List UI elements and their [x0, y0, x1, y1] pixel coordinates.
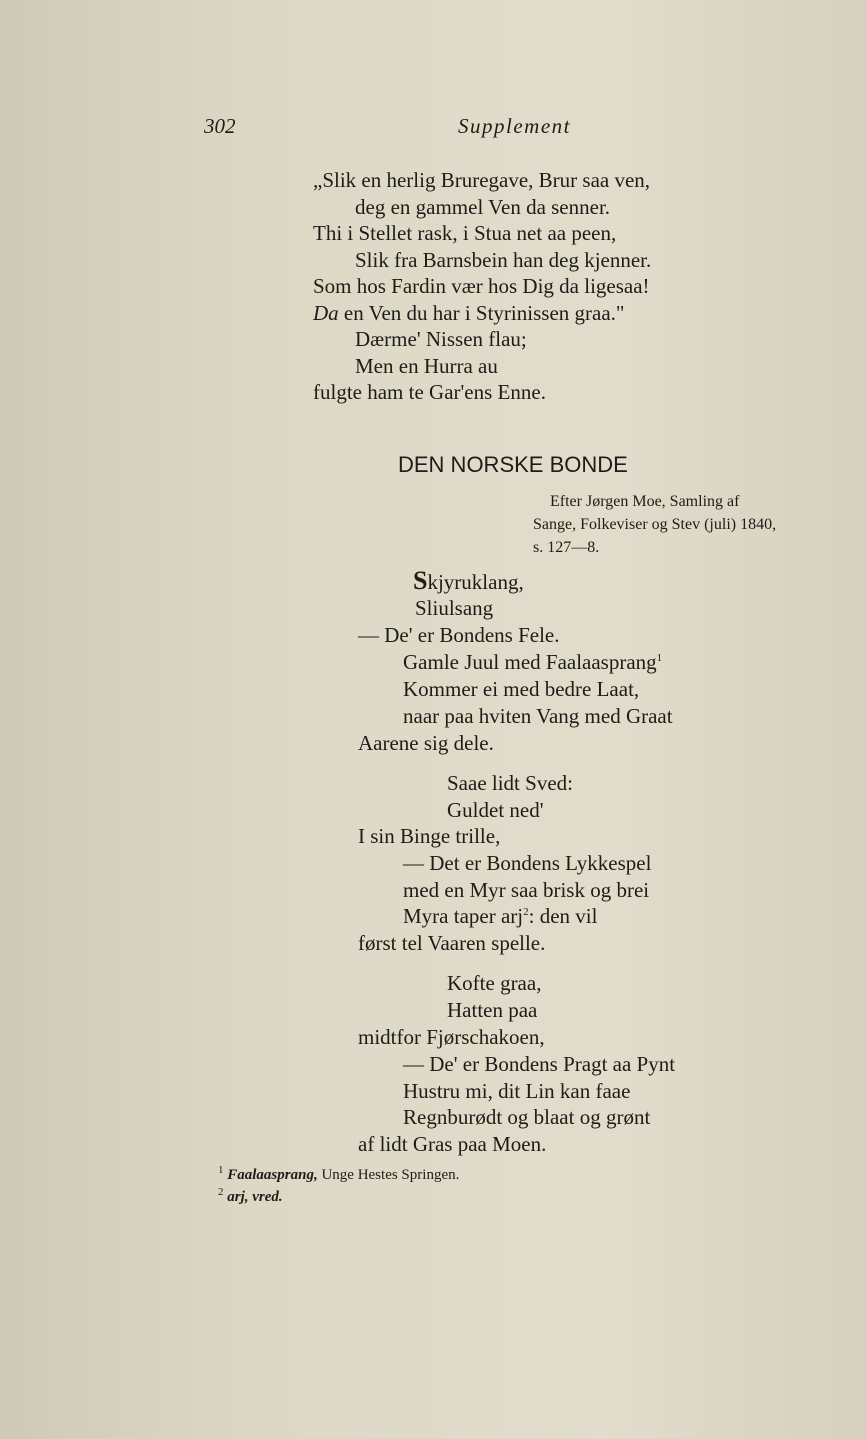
poem-line-text: Myra taper arj	[403, 904, 524, 928]
poem-line: Guldet ned'	[447, 798, 544, 822]
poem-line: fulgte ham te Gar'ens Enne.	[313, 380, 546, 404]
footnote-ref: 2	[523, 906, 529, 918]
source-note-line: Sange, Folkeviser og Stev (juli) 1840,	[533, 516, 777, 533]
footnote-text: Unge Hestes Springen.	[321, 1167, 460, 1183]
poem-line	[313, 303, 624, 324]
poem-line: midtfor Fjørschakoen,	[358, 1025, 545, 1049]
poem-line	[403, 652, 662, 673]
poem-line	[413, 568, 524, 594]
poem-line: af lidt Gras paa Moen.	[358, 1132, 547, 1156]
poem-line: — Det er Bondens Lykkespel	[403, 851, 652, 875]
poem-line-text: Gamle Juul med Faalaasprang	[403, 650, 657, 674]
source-note-line: s. 127—8.	[533, 539, 600, 556]
footnote-ref: 1	[656, 652, 663, 664]
footnote	[218, 1187, 283, 1205]
poem-line: Thi i Stellet rask, i Stua net aa peen,	[313, 221, 617, 245]
poem-line: Slik fra Barnsbein han deg kjenner.	[355, 248, 652, 272]
footnote-mark: 1	[218, 1164, 224, 1176]
poem-line: „Slik en herlig Bruregave, Brur saa ven,	[313, 168, 651, 192]
footnote	[218, 1165, 459, 1183]
poem-line: Saae lidt Sved:	[447, 771, 573, 795]
poem-line: Sliulsang	[415, 596, 494, 620]
footnote-term: arj, vred.	[227, 1189, 283, 1205]
poem-line: først tel Vaaren spelle.	[358, 931, 546, 955]
poem-line: I sin Binge trille,	[358, 824, 501, 848]
poem-line: Hustru mi, dit Lin kan faae	[403, 1079, 631, 1103]
poem-line: naar paa hviten Vang med Graat	[403, 704, 673, 728]
poem-line: Som hos Fardin vær hos Dig da ligesaa!	[313, 274, 650, 298]
section-title: DEN NORSKE BONDE	[398, 452, 628, 477]
poem-line: — De' er Bondens Pragt aa Pynt	[403, 1052, 676, 1076]
italic-word: Da	[313, 301, 339, 325]
poem-line: Dærme' Nissen flau;	[355, 327, 527, 351]
poem-line: Men en Hurra au	[355, 354, 498, 378]
poem-line: deg en gammel Ven da senner.	[355, 195, 611, 219]
page-number: 302	[204, 114, 236, 138]
poem-line: med en Myr saa brisk og brei	[403, 878, 650, 902]
poem-line: Hatten paa	[447, 998, 538, 1022]
poem-line: Aarene sig dele.	[358, 731, 494, 755]
poem-line: Regnburødt og blaat og grønt	[403, 1105, 651, 1129]
poem-line: Kommer ei med bedre Laat,	[403, 677, 640, 701]
drop-cap: S	[413, 566, 428, 595]
footnote-term: Faalaasprang,	[227, 1167, 318, 1183]
running-title: Supplement	[458, 114, 571, 138]
poem-line-text: kjyruklang,	[427, 570, 524, 594]
source-note-line: Efter Jørgen Moe, Samling af	[550, 493, 740, 510]
poem-line-text: : den vil	[528, 904, 598, 928]
poem-line: Kofte graa,	[447, 971, 542, 995]
footnote-mark: 2	[218, 1186, 224, 1198]
poem-line: — De' er Bondens Fele.	[358, 623, 560, 647]
poem-line	[403, 906, 597, 927]
poem-line-text: en Ven du har i Styrinissen graa."	[343, 301, 625, 325]
